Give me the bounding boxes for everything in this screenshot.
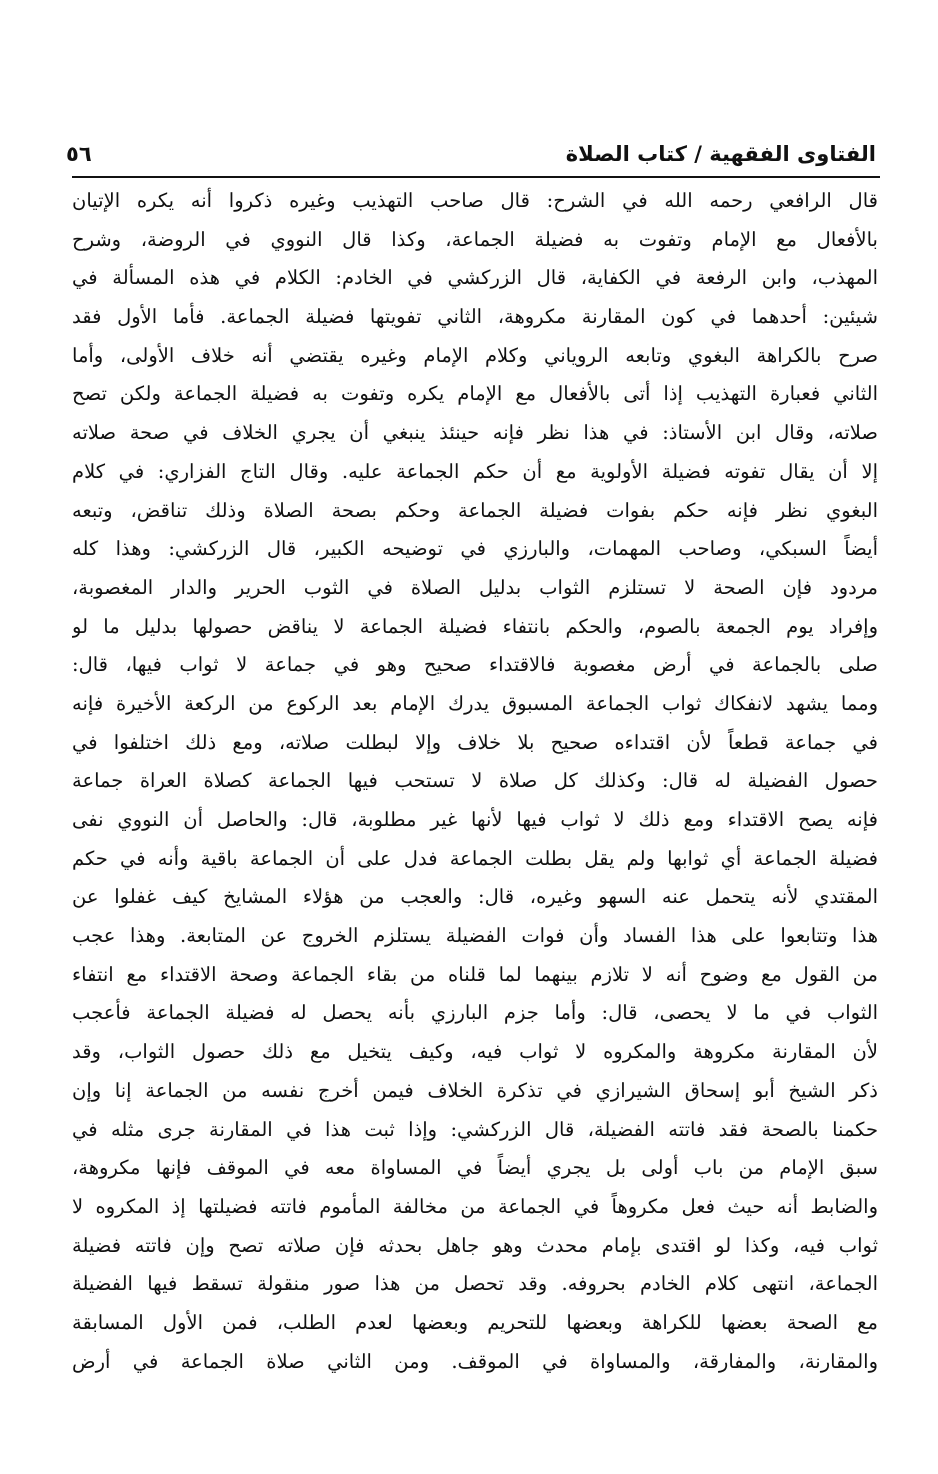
text-line: فإنه يصح الاقتداء ومع ذلك لا ثواب فيها لأنها غير مطلوبة، قال: والحاصل أن النووي نفى xyxy=(72,808,878,831)
text-line: صلى بالجماعة في أرض مغصوبة فالاقتداء صحيح وهو في جماعة لا ثواب فيها، قال: xyxy=(72,653,878,677)
text-line: إلا أن يقال تفوته فضيلة الأولوية مع أن حكم الجماعة عليه. وقال التاج الفزاري: في كلام xyxy=(72,459,878,483)
text-line: حكمنا بالصحة فقد فاتته الفضيلة، قال الزركشي: وإذا ثبت هذا في المقارنة جرى مثله في xyxy=(72,1117,878,1141)
text-line: أيضاً السبكي، وصاحب المهمات، والبارزي في توضيحه الكبير، قال الزركشي: وهذا كله xyxy=(72,537,878,561)
text-line: ثواب فيه، وكذا لو اقتدى بإمام محدث وهو جاهل بحدثه فإن صلاته تصح وإن فاتته فضيلة xyxy=(72,1233,878,1257)
text-line: في جماعة قطعاً لأن اقتداءه صحيح بلا خلاف وإلا لبطلت صلاته، ومع ذلك اختلفوا في xyxy=(72,730,878,754)
text-line: وإفراد يوم الجمعة بالصوم، والحكم بانتفاء فضيلة الجماعة لا يناقض حصولها بدليل ما لو xyxy=(72,614,878,638)
text-line: حصول الفضيلة له قال: وكذلك كل صلاة لا تستحب فيها الجماعة كصلاة العراة جماعة xyxy=(72,769,878,793)
text-line: مع الصحة بعضها للكراهة وبعضها للتحريم وبعضها لعدم الطلب، فمن الأول المسابقة xyxy=(72,1310,878,1334)
text-line: لأن المقارنة مكروهة والمكروه لا ثواب فيه، وكيف يتخيل مع ذلك حصول الثواب، وقد xyxy=(72,1040,878,1064)
text-line: ومما يشهد لانفكاك ثواب الجماعة المسبوق يدرك الإمام بعد الركوع من الركعة الأخيرة فإنه xyxy=(72,691,878,715)
text-line: المقتدي لأنه يتحمل عنه السهو وغيره، قال: والعجب من هؤلاء المشايخ كيف غفلوا عن xyxy=(72,885,878,909)
text-line: البغوي نظر فإنه حكم بفوات فضيلة الجماعة وحكم بصحة الصلاة وذلك تناقض، وتبعه xyxy=(72,498,878,522)
page-number: ٥٦ xyxy=(66,142,92,166)
text-line: والضابط أنه حيث فعل مكروهاً في الجماعة من مخالفة المأموم فاتته فضيلتها إذ المكروه لا xyxy=(72,1194,878,1218)
text-line: المهذب، وابن الرفعة في الكفاية، قال الزركشي في الخادم: الكلام في هذه المسألة في xyxy=(72,266,878,290)
text-line: فضيلة الجماعة أي ثوابها ولم يقل بطلت الجماعة فدل على أن الجماعة باقية وأنه في حكم xyxy=(72,846,878,870)
header-title: الفتاوى الفقهية / كتاب الصلاة xyxy=(565,142,876,166)
text-line: مردود فإن الصحة لا تستلزم الثواب بدليل الصلاة في الثوب الحرير والدار المغصوبة، xyxy=(72,575,878,599)
text-line: الثواب في ما لا يحصى، قال: وأما جزم البارزي بأنه يحصل له فضيلة الجماعة فأعجب xyxy=(72,1001,878,1025)
text-line: الثاني فعبارة التهذيب إذا أتى بالأفعال مع الإمام يكره وتفوت به فضيلة الجماعة ولكن تصح xyxy=(72,382,878,406)
text-line: الجماعة، انتهى كلام الخادم بحروفه. وقد تحصل من هذا صور منقولة تسقط فيها الفضيلة xyxy=(72,1272,878,1296)
text-line: والمقارنة، والمفارقة، والمساواة في الموقف. ومن الثاني صلاة الجماعة في أرض xyxy=(72,1349,878,1373)
text-line: قال الرافعي رحمه الله في الشرح: قال صاحب التهذيب وغيره ذكروا أنه يكره الإتيان xyxy=(72,189,878,212)
header-rule xyxy=(72,176,880,178)
text-line: بالأفعال مع الإمام وتفوت به فضيلة الجماعة، وكذا قال النووي في الروضة، وشرح xyxy=(72,227,878,251)
body-text xyxy=(72,182,878,1381)
text-line: سبق الإمام من باب أولى بل يجري أيضاً في المساواة معه في الموقف فإنها مكروهة، xyxy=(72,1156,878,1180)
text-line: صلاته، وقال ابن الأستاذ: في هذا نظر فإنه حينئذ ينبغي أن يجري الخلاف في صحة صلاته xyxy=(72,421,878,445)
text-line: ذكر الشيخ أبو إسحاق الشيرازي في تذكرة الخلاف فيمن أخرج نفسه من الجماعة إنا وإن xyxy=(72,1078,878,1102)
running-header xyxy=(66,136,876,176)
text-line: شيئين: أحدهما في كون المقارنة مكروهة، الثاني تفويتها فضيلة الجماعة. فأما الأول فقد xyxy=(72,305,878,329)
text-line: صرح بالكراهة البغوي وتابعه الروياني وكلام الإمام وغيره يقتضي أنه خلاف الأولى، وأما xyxy=(72,343,878,367)
text-line: من القول مع وضوح أنه لا تلازم بينهما لما قلناه من بقاء الجماعة وصحة الاقتداء مع انتفاء xyxy=(72,962,878,986)
text-line: هذا وتتابعوا على هذا الفساد وأن فوات الفضيلة يستلزم الخروج عن المتابعة. وهذا عجب xyxy=(72,924,878,948)
